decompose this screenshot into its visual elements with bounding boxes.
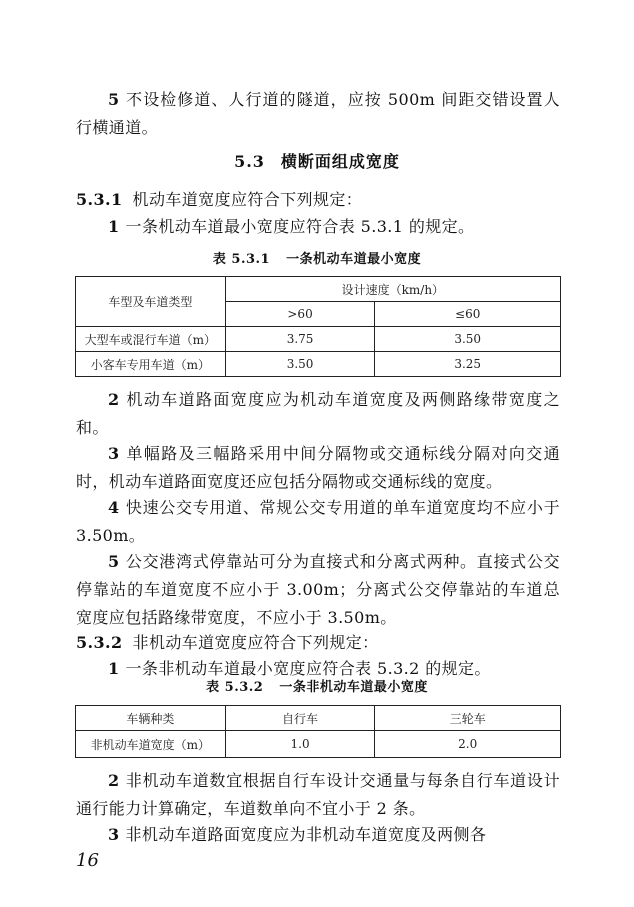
table-5-3-1-title: [0, 250, 634, 270]
paragraph-text: 单幅路及三幅路采用中间分隔物或交通标线分隔对向交通时，机动车道路面宽度还应包括分隔物或交通标线的宽度。: [76, 444, 560, 491]
clause-text: 非机动车道宽度应符合下列规定：: [132, 633, 379, 652]
table-corner-header: 车型及车道类型: [76, 277, 226, 327]
row-label: 大型车或混行车道（m）: [76, 327, 226, 352]
paragraph-text: 快速公交专用道、常规公交专用道的单车道宽度均不应小于 3.50m。: [76, 498, 560, 545]
table-row: [76, 731, 561, 758]
table-header: 自行车: [225, 706, 375, 731]
table-row: [76, 352, 561, 377]
paragraph-text: 机动车道路面宽度应为机动车道宽度及两侧路缘带宽度之和。: [76, 390, 560, 437]
table-number: 表 5.3.2: [206, 680, 264, 695]
paragraph-text: 非机动车道路面宽度应为非机动车道宽度及两侧各: [125, 825, 487, 844]
table-cell: 3.75: [225, 327, 375, 352]
item-number: 3: [108, 444, 120, 463]
clause-5-3-1: [76, 186, 560, 214]
table-5-3-1: [75, 276, 561, 377]
item-number: 3: [108, 825, 120, 844]
table-row: [76, 327, 561, 352]
item-number: 4: [108, 498, 120, 517]
clause-text: 机动车道宽度应符合下列规定：: [132, 190, 363, 209]
paragraph-divider-width: [76, 440, 560, 496]
table-title-text: 一条机动车道最小宽度: [286, 252, 422, 267]
speed-column-header: >60: [225, 302, 375, 327]
item-number: 5: [108, 552, 120, 571]
table-number: 表 5.3.1: [212, 252, 271, 267]
paragraph-text: 一条机动车道最小宽度应符合表 5.3.1 的规定。: [125, 217, 475, 236]
table-header: 三轮车: [375, 706, 561, 731]
item-number: 1: [108, 217, 120, 236]
item-number: 2: [108, 771, 120, 790]
table-cell: 3.50: [225, 352, 375, 377]
paragraph-text: 公交港湾式停靠站可分为直接式和分离式两种。直接式公交停靠站的车道宽度不应小于 3.00m；分离式公交停靠站的车道总宽度应包括路缘带宽度，不应小于 3.50m。: [76, 552, 560, 627]
item-number: 2: [108, 390, 120, 409]
paragraph-lane-count: [76, 767, 560, 823]
table-5-3-2-title: [0, 678, 634, 698]
paragraph-text: 非机动车道数宜根据自行车设计交通量与每条自行车道设计通行能力计算确定，车道数单向不宜小于 2 条。: [76, 771, 560, 818]
row-label: 非机动车道宽度（m）: [76, 731, 226, 758]
table-5-3-2: [75, 705, 561, 758]
table-group-header: 设计速度（km/h）: [225, 277, 560, 302]
paragraph-nonmotor-surface-width: [76, 821, 560, 849]
clause-number: 5.3.1: [76, 190, 123, 209]
paragraph-bus-bay: [76, 548, 560, 632]
section-heading: [0, 148, 634, 176]
paragraph-text: 不设检修道、人行道的隧道，应按 500m 间距交错设置人行横通道。: [76, 90, 560, 137]
section-number: 5.3: [234, 152, 265, 171]
item-number: 1: [108, 659, 120, 678]
speed-column-header: ≤60: [375, 302, 561, 327]
clause-number: 5.3.2: [76, 633, 123, 652]
table-cell: 1.0: [225, 731, 375, 758]
paragraph-bus-lane-width: [76, 494, 560, 550]
paragraph-lane-surface-width: [76, 386, 560, 442]
paragraph-text: 一条非机动车道最小宽度应符合表 5.3.2 的规定。: [125, 659, 491, 678]
table-title-text: 一条非机动车道最小宽度: [279, 680, 428, 695]
item-number: 5: [108, 90, 120, 109]
table-cell: 3.50: [375, 327, 561, 352]
clause-5-3-2: [76, 629, 560, 657]
paragraph-table-5-3-1-ref: [76, 213, 560, 241]
table-header: 车辆种类: [76, 706, 226, 731]
section-title: 横断面组成宽度: [280, 152, 400, 171]
table-cell: 3.25: [375, 352, 561, 377]
row-label: 小客车专用车道（m）: [76, 352, 226, 377]
page-number: 16: [76, 850, 99, 871]
paragraph-tunnel-crossing: [76, 86, 560, 142]
table-cell: 2.0: [375, 731, 561, 758]
